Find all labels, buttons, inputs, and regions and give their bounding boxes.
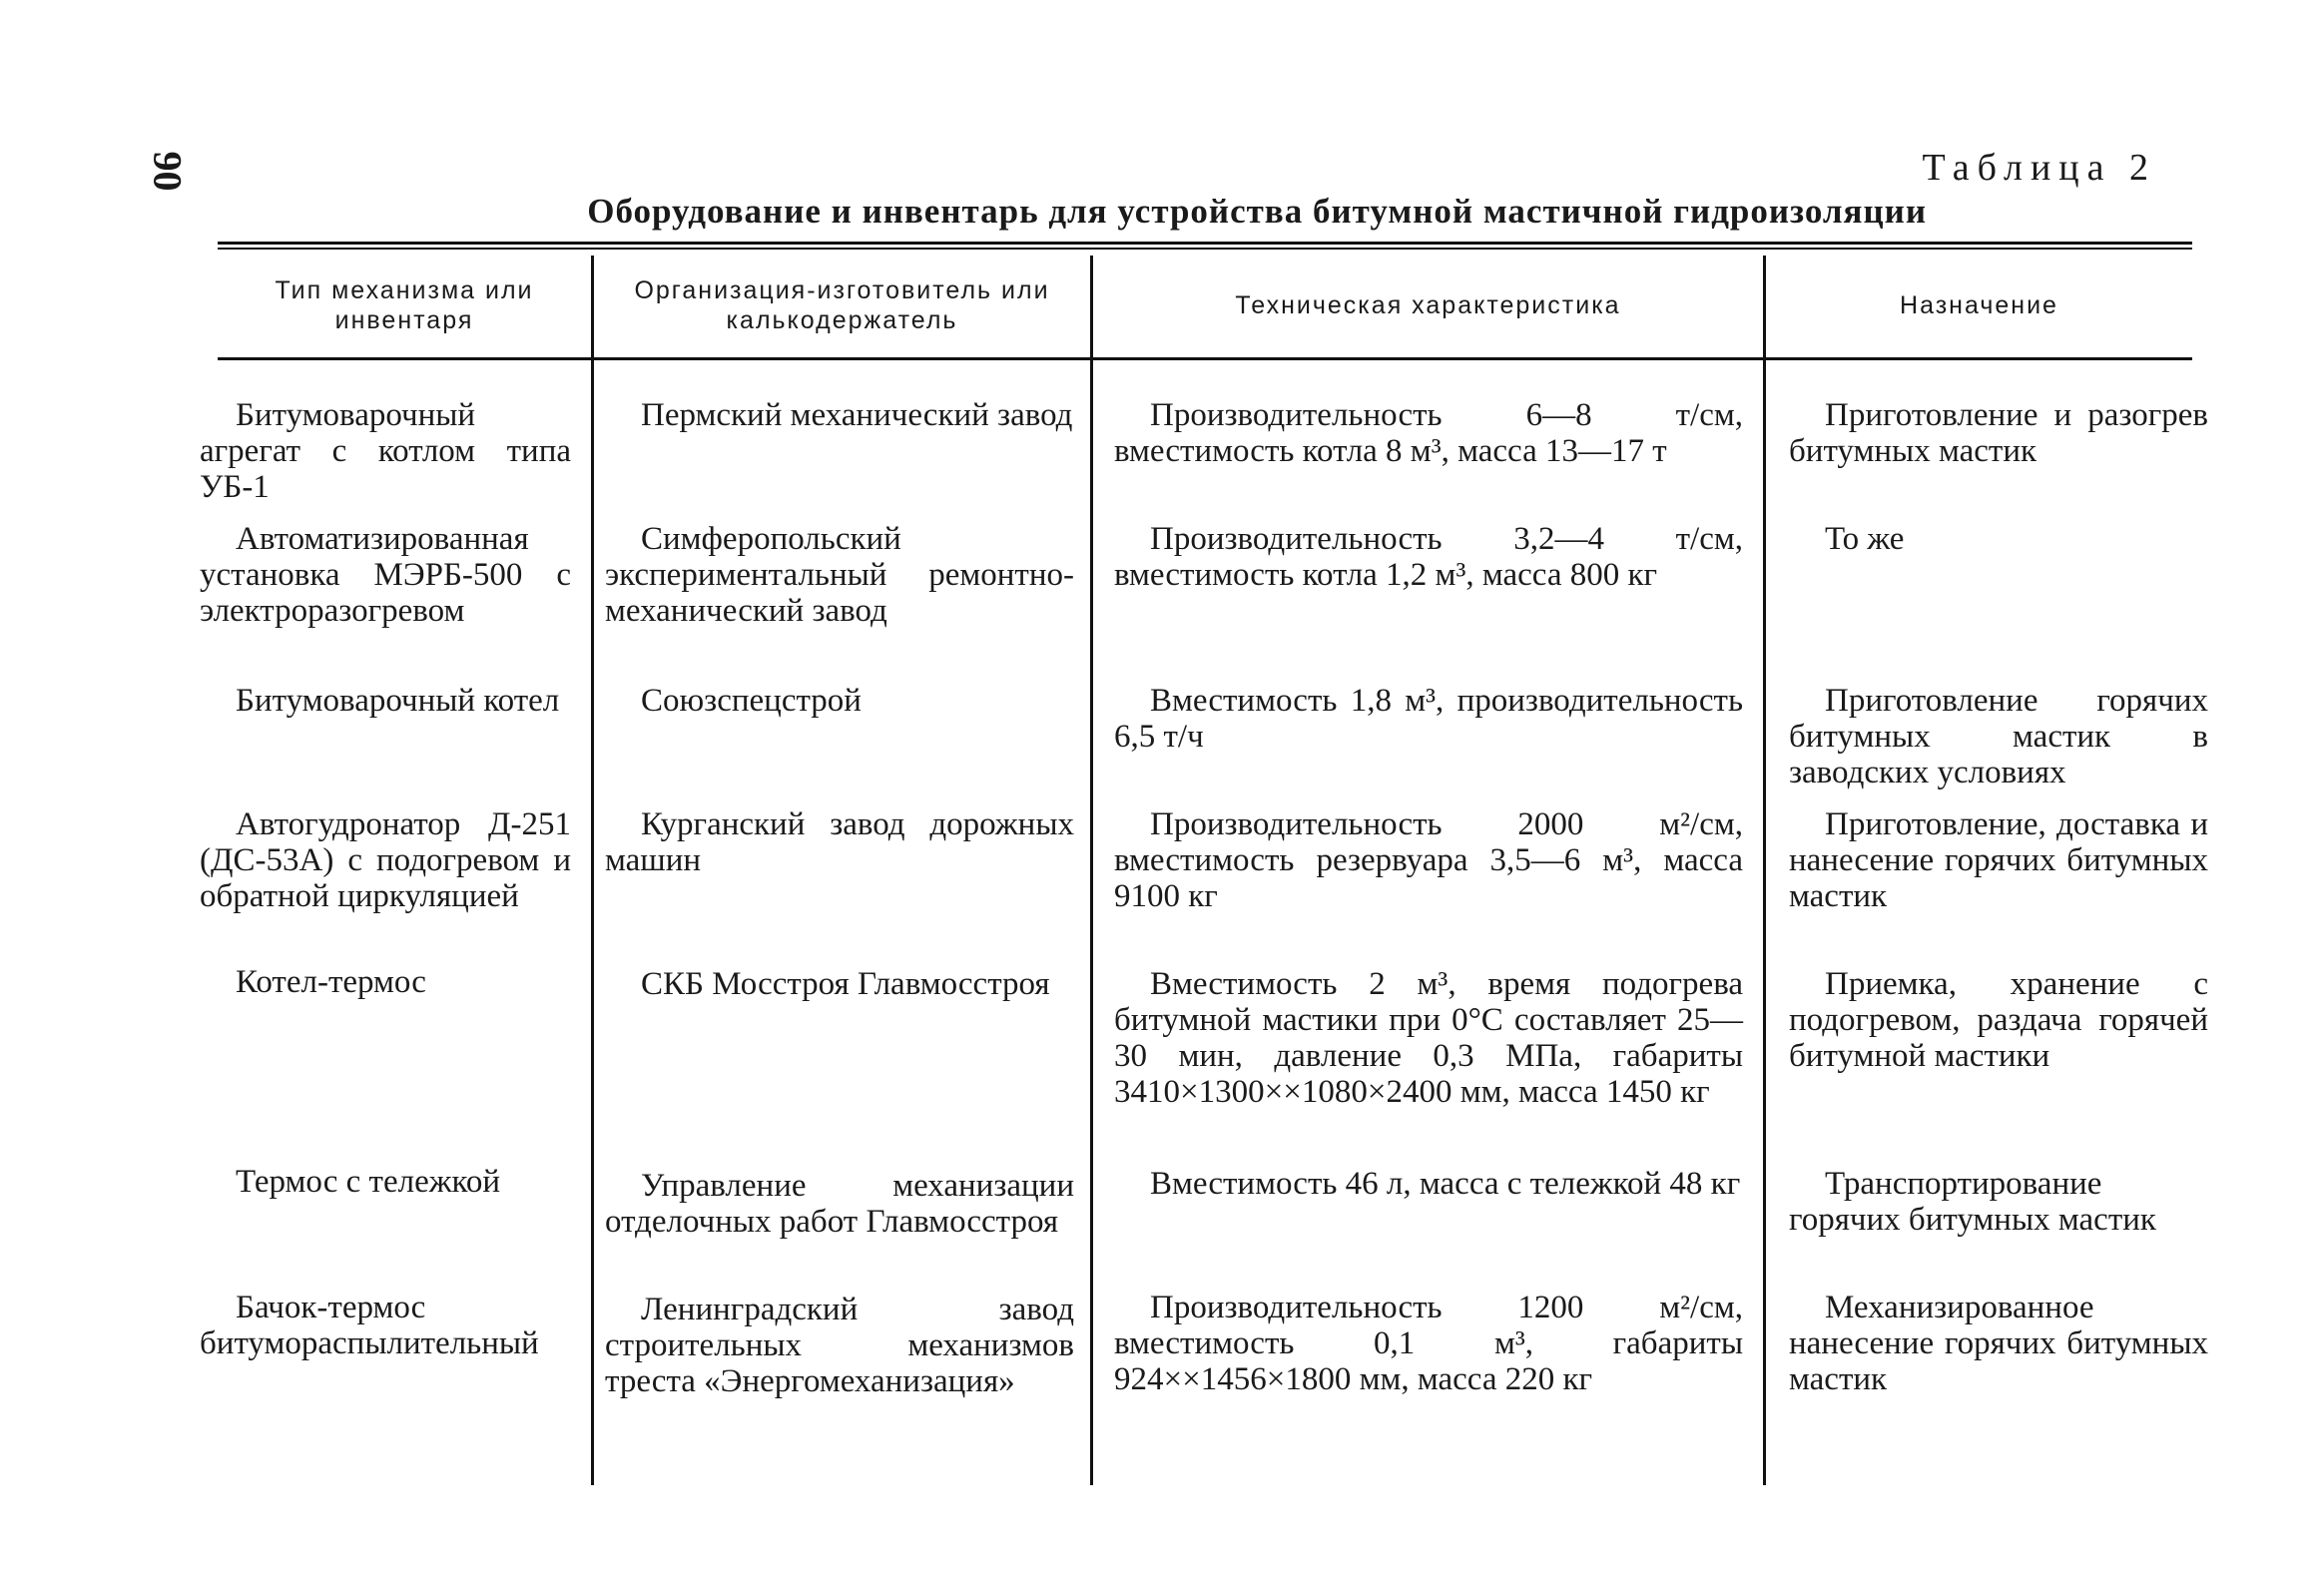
cell-type: Автоматизированная установка МЭРБ-500 с электроразогревом	[200, 521, 571, 629]
cell-maker: Курганский завод дорожных машин	[605, 806, 1074, 878]
cell-type: Бачок-термос битумораспылительный	[200, 1290, 539, 1361]
cell-type: Битумоварочный агрегат с котлом типа УБ-1	[200, 397, 571, 505]
column-divider	[1763, 256, 1766, 1485]
cell-type: Котел-термос	[236, 964, 426, 1000]
page-number: 90	[145, 151, 191, 192]
cell-spec: Вместимость 46 л, масса с тележкой 48 кг	[1150, 1166, 1741, 1202]
cell-maker: СКБ Мосстроя Главмосстроя	[641, 966, 1050, 1002]
table-top-rule	[218, 242, 2192, 245]
cell-purpose: Приготовление и разогрев битумных мастик	[1789, 397, 2208, 469]
cell-type: Битумоварочный котел	[236, 683, 560, 719]
table-title: Оборудование и инвентарь для устройства битумной мастичной гидроизоляции	[587, 192, 1927, 231]
table-header-rule	[218, 357, 2192, 360]
header-maker: Организация-изготовитель или калькодержатель	[634, 276, 1050, 334]
header-purpose: Назначение	[1900, 291, 2058, 319]
cell-maker: Симферопольский экспериментальный ремонтно-механический завод	[605, 521, 1074, 629]
cell-purpose: То же	[1825, 521, 1905, 557]
cell-spec: Вместимость 1,8 м³, производительность 6,5 т/ч	[1114, 683, 1743, 755]
cell-spec: Производительность 6—8 т/см, вместимость котла 8 м³, масса 13—17 т	[1114, 397, 1743, 469]
cell-spec: Производительность 2000 м²/см, вместимость резервуара 3,5—6 м³, масса 9100 кг	[1114, 806, 1743, 914]
column-divider	[1090, 256, 1093, 1485]
header-spec: Техническая характеристика	[1235, 291, 1621, 319]
header-type: Тип механизма или инвентаря	[275, 276, 534, 334]
cell-purpose: Транспортирование горячих битумных мастик	[1789, 1166, 2156, 1238]
cell-spec: Производительность 1200 м²/см, вместимость 0,1 м³, габариты 924××1456×1800 мм, масса 220 кг	[1114, 1290, 1743, 1397]
cell-purpose: Механизированное нанесение горячих битумных мастик	[1789, 1290, 2208, 1397]
cell-maker: Ленинградский завод строительных механизмов треста «Энергомеханизация»	[605, 1292, 1074, 1399]
column-divider	[591, 256, 594, 1485]
cell-maker: Пермский механический завод	[641, 397, 1073, 433]
cell-spec: Производительность 3,2—4 т/см, вместимость котла 1,2 м³, масса 800 кг	[1114, 521, 1743, 593]
cell-purpose: Приготовление горячих битумных мастик в заводских условиях	[1789, 683, 2208, 790]
cell-type: Термос с тележкой	[236, 1164, 501, 1200]
table-top-rule-inner	[218, 248, 2192, 250]
table-label: Таблица 2	[1922, 147, 2156, 189]
cell-type: Автогудронатор Д-251 (ДС-53А) с подогревом и обратной циркуляцией	[200, 806, 571, 914]
cell-purpose: Приготовление, доставка и нанесение горячих битумных мастик	[1789, 806, 2208, 914]
cell-spec: Вместимость 2 м³, время подогрева битумной мастики при 0°С составляет 25—30 мин, давление 0,3 МПа, габариты 3410×1300××1080×2400 мм, масса 1450 кг	[1114, 966, 1743, 1110]
cell-maker: Союзспецстрой	[641, 683, 862, 719]
cell-purpose: Приемка, хранение с подогревом, раздача горячей битумной мастики	[1789, 966, 2208, 1074]
cell-maker: Управление механизации отделочных работ Главмосстроя	[605, 1168, 1074, 1240]
